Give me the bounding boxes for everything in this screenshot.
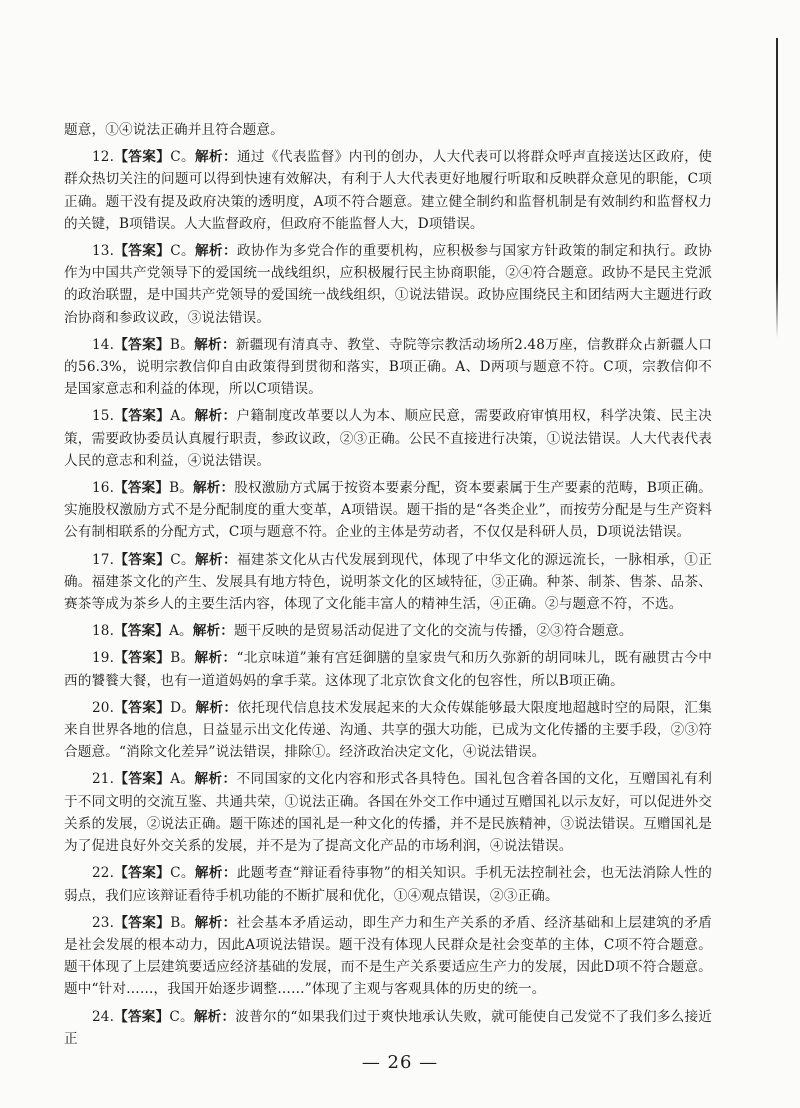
answer-tag: 【答案】	[114, 336, 170, 353]
item-number: 13.	[92, 243, 115, 260]
answer-choice: C。	[170, 865, 195, 882]
item-number: 20.	[92, 699, 115, 716]
answer-choice: A。	[170, 408, 195, 425]
answer-tag: 【答案】	[114, 771, 171, 788]
analysis-tag: 解析：	[194, 914, 237, 931]
answer-tag: 【答案】	[114, 480, 170, 497]
analysis-tag: 解析：	[194, 650, 237, 667]
answer-choice: A。	[169, 623, 193, 640]
analysis-text: “北京味道”兼有宫廷御膳的皇家贵气和历久弥新的胡同味儿，既有融贯古今中西的饕餮大餐，也有一道道妈妈的拿手菜。这体现了北京饮食文化的包容性，所以B项正确。	[64, 650, 712, 689]
answer-choice: C。	[170, 243, 195, 260]
answer-choice: B。	[169, 336, 195, 353]
analysis-text: 福建茶文化从古代发展到现代，体现了中华文化的源远流长，一脉相承，①正确。福建茶文化的产生、发展具有地方特色，说明茶文化的区域特征，③正确。种茶、制茶、售茶、品茶、赛茶等成为茶乡人的主要生活内容，体现了文化能丰富人的精神生活，④正确。②与题意不符，不选。	[64, 551, 712, 613]
analysis-text: 社会基本矛盾运动，即生产力和生产关系的矛盾、经济基础和上层建筑的矛盾是社会发展的根本动力，因此A项说法错误。题干没有体现人民群众是社会变革的主体，C项不符合题意。题干体现了上层建筑要适应经济基础的发展，而不是生产关系要适应生产力的发展，因此D项不符合题意。题中“针对……，我国开始逐步调整……”体现了主观与客观具体的历史的统一。	[64, 914, 712, 998]
item-number: 15.	[92, 408, 115, 425]
answer-tag: 【答案】	[114, 623, 170, 640]
answer-item	[64, 240, 712, 329]
analysis-tag: 解析：	[195, 243, 237, 260]
answer-choice: C。	[170, 149, 195, 166]
analysis-text: 新疆现有清真寺、教堂、寺院等宗教活动场所2.48万座，信教群众占新疆人口的56.3%，说明宗教信仰自由政策得到贯彻和落实，B项正确。A、D两项与题意不符。C项，宗教信仰不是国家意志和利益的体现，所以C项错误。	[64, 336, 712, 398]
analysis-tag: 解析：	[192, 623, 235, 640]
answer-choice: B。	[170, 914, 195, 931]
answer-tag: 【答案】	[114, 914, 171, 931]
continuation-text: 题意，①④说法正确并且符合题意。	[64, 122, 284, 138]
analysis-tag: 解析：	[195, 699, 238, 716]
answer-choice: C。	[170, 551, 195, 568]
analysis-tag: 解析：	[194, 408, 237, 425]
answer-item	[64, 1006, 712, 1050]
answer-choice: C。	[169, 1008, 194, 1025]
answer-choice: D。	[170, 699, 196, 716]
analysis-tag: 解析：	[194, 336, 236, 353]
answer-item	[64, 549, 712, 616]
item-number: 17.	[92, 551, 115, 568]
answer-item	[64, 334, 712, 401]
answer-tag: 【答案】	[114, 865, 171, 882]
analysis-tag: 解析：	[195, 551, 237, 568]
analysis-tag: 解析：	[194, 771, 237, 788]
answer-item	[64, 862, 712, 906]
item-number: 22.	[92, 865, 115, 882]
analysis-text: 政协作为多党合作的重要机构，应积极参与国家方针政策的制定和执行。政协作为中国共产党领导下的爱国统一战线组织，应积极履行民主协商职能，②④符合题意。政协不是民主党派的政治联盟，是中国共产党领导的爱国统一战线组织，①说法错误。政协应围绕民主和团结两大主题进行政治协商和参政议政，③说法错误。	[64, 243, 712, 326]
analysis-tag: 解析：	[194, 865, 237, 882]
answer-tag: 【答案】	[114, 243, 171, 260]
answer-item	[64, 647, 712, 691]
answer-item	[64, 477, 712, 544]
answer-key-body	[64, 119, 712, 1055]
answer-tag: 【答案】	[114, 699, 171, 716]
item-number: 14.	[92, 336, 115, 353]
analysis-tag: 解析：	[193, 1008, 236, 1025]
answer-item	[64, 912, 712, 1001]
analysis-text: 股权激励方式属于按资本要素分配，资本要素属于生产要素的范畴，B项正确。实施股权激励方式不是分配制度的重大变革，A项错误。题干指的是“各类企业”，而按劳分配是与生产资料公有制相联系的分配方式，C项与题意不符。企业的主体是劳动者，不仅仅是科研人员，D项说法错误。	[64, 480, 712, 541]
answer-item	[64, 405, 712, 472]
analysis-text: 户籍制度改革要以人为本、顺应民意，需要政府审慎用权，科学决策、民主决策，需要政协委员认真履行职责，参政议政，②③正确。公民不直接进行决策，①说法错误。人大代表代表人民的意志和利益，④说法错误。	[64, 408, 712, 469]
answer-choice: B。	[169, 480, 194, 497]
item-number: 24.	[92, 1008, 115, 1025]
answer-choice: A。	[170, 771, 195, 788]
item-number: 23.	[92, 914, 115, 931]
item-number: 21.	[92, 771, 115, 788]
answer-item	[64, 768, 712, 857]
answer-tag: 【答案】	[114, 408, 171, 425]
answer-tag: 【答案】	[114, 650, 171, 667]
analysis-text: 题干反映的是贸易活动促进了文化的交流与传播，②③符合题意。	[234, 623, 633, 640]
item-number: 18.	[92, 623, 115, 640]
item-number: 19.	[92, 650, 115, 667]
analysis-text: 通过《代表监督》内刊的创办，人大代表可以将群众呼声直接送达区政府，使群众热切关注的问题可以得到快速有效解决，有利于人大代表更好地履行听取和反映群众意见的职能，C项正确。题干没有提及政府决策的透明度，A项不符合题意。建立健全制约和监督机制是有效制约和监督权力的关键，B项错误。人大监督政府，但政府不能监督人大，D项错误。	[64, 149, 712, 232]
item-number: 12.	[92, 149, 115, 166]
analysis-text: 此题考查“辩证看待事物”的相关知识。手机无法控制社会，也无法消除人性的弱点，我们应该辩证看待手机功能的不断扩展和优化，①④观点错误，②③正确。	[64, 865, 712, 904]
answer-tag: 【答案】	[114, 1008, 170, 1025]
item-number: 16.	[92, 480, 115, 497]
scan-edge-line	[776, 38, 778, 338]
analysis-text: 不同国家的文化内容和形式各具特色。国礼包含着各国的文化，互赠国礼有利于不同文明的交流互鉴、共通共荣，①说法正确。各国在外交工作中通过互赠国礼以示友好，可以促进外交关系的发展，②说法正确。题干陈述的国礼是一种文化的传播，并不是民族精神，③说法错误。互赠国礼是为了促进良好外交关系的发展，并不是为了提高文化产品的市场利润，④说法错误。	[64, 771, 712, 855]
answer-tag: 【答案】	[114, 149, 171, 166]
answer-item	[64, 697, 712, 764]
answer-item	[64, 146, 712, 235]
answer-tag: 【答案】	[114, 551, 171, 568]
analysis-tag: 解析：	[193, 480, 235, 497]
answer-item	[64, 620, 712, 642]
page-number: — 26 —	[361, 1052, 439, 1073]
answer-choice: B。	[170, 650, 195, 667]
analysis-text: 依托现代信息技术发展起来的大众传媒能够最大限度地超越时空的局限，汇集来自世界各地的信息，日益显示出文化传递、沟通、共享的强大功能，已成为文化传播的主要手段，②③符合题意。“消除文化差异”说法错误，排除①。经济政治决定文化，④说法错误。	[64, 699, 712, 761]
analysis-tag: 解析：	[195, 149, 237, 166]
analysis-text: 波普尔的“如果我们过于爽快地承认失败，就可能使自己发觉不了我们多么接近正	[64, 1008, 712, 1047]
